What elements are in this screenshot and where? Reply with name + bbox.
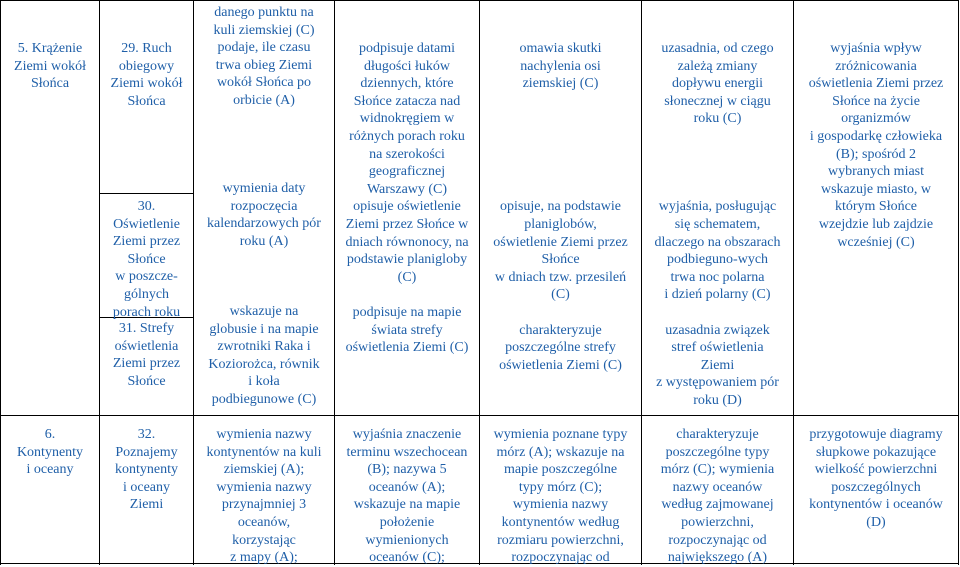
section-divider: [0, 415, 959, 416]
requirement-a-text: wymienia nazwy kontynentów na kuli ziemskiej (A); wymienia nazwy przynajmniej 3 oceanów, korzystając z mapy (A);: [206, 427, 322, 566]
requirement-b-text: wyjaśnia znaczenie terminu wszechocean (B); nazywa 5 oceanów (A); wskazuje na mapie położenie wymienionych oceanów (C);: [346, 427, 468, 566]
section-title-1: 5. Krążenie Ziemi wokół Słońca: [14, 41, 86, 92]
topic-29: 29. Ruch obiegowy Ziemi wokół Słońca: [110, 41, 183, 109]
section-title-2: 6. Kontynenty i oceany: [16, 427, 84, 478]
topic-32: 32. Poznajemy kontynenty i oceany Ziemi: [115, 427, 178, 513]
table-border-right: [958, 0, 959, 565]
topic-30: 30. Oświetlenie Ziemi przez Słońce w poszcze- gólnych porach roku: [112, 199, 181, 320]
table-border-top: [0, 0, 959, 1]
requirement-b-text: podpisuje datami długości łuków dziennych, które Słońce zatacza nad widnokręgiem w różnych porach roku na szerokości geograficznej Warszawy (C) opisuje oświetlenie Ziemi przez Słońce w dniach równonocy, na podstawie planigloby (C) podpisuje na mapie świata strefy oświetlenia Ziemi (C): [345, 41, 469, 356]
requirement-a-text: danego punktu na kuli ziemskiej (C) podaje, ile czasu trwa obieg Ziemi wokół Słońca po orbicie (A) wymienia daty rozpoczęcia kalendarzowych pór roku (A) wskazuje na globusie i na mapie zwrotniki Raka i Koziorożca, równik i koła podbiegunowe (C): [207, 5, 321, 408]
requirement-c-text: omawia skutki nachylenia osi ziemskiej (C) opisuje, na podstawie planiglobów, oświetlenie Ziemi przez Słońce w dniach tzw. przesileń (C) charakteryzuje poszczególne strefy oświetlenia Ziemi (C): [493, 41, 628, 373]
requirement-e-text: wyjaśnia wpływ zróżnicowania oświetlenia Ziemi przez Słońce na życie organizmów i gospodarkę człowieka (B); spośród 2 wybranych miast wskazuje miasto, w którym Słońce wzejdzie lub zajdzie wcześniej (C): [808, 41, 944, 250]
topic-31: 31. Strefy oświetlenia Ziemi przez Słońce: [112, 321, 181, 389]
topic-divider: [99, 193, 194, 194]
requirement-d-text: uzasadnia, od czego zależą zmiany dopływu energii słonecznej w ciągu roku (C) wyjaśnia, posługując się schematem, dlaczego na obszarach podbieguno-wych trwa noc polarna i dzień polarny (C) uzasadnia związek stref oświetlenia Ziemi z występowaniem pór roku (D): [654, 41, 781, 408]
requirement-d-text: charakteryzuje poszczególne typy mórz (C); wymienia nazwy oceanów według zajmowanej powierzchni, rozpoczynając od największego (A): [660, 427, 775, 566]
requirement-e-text: przygotowuje diagramy słupkowe pokazujące wielkość powierzchni poszczególnych kontynentów i oceanów (D): [809, 427, 943, 530]
requirement-c-text: wymienia poznane typy mórz (A); wskazuje na mapie poszczególne typy mórz (C); wymienia nazwy kontynentów według rozmiaru powierzchni, rozpoczynając od: [493, 427, 628, 566]
